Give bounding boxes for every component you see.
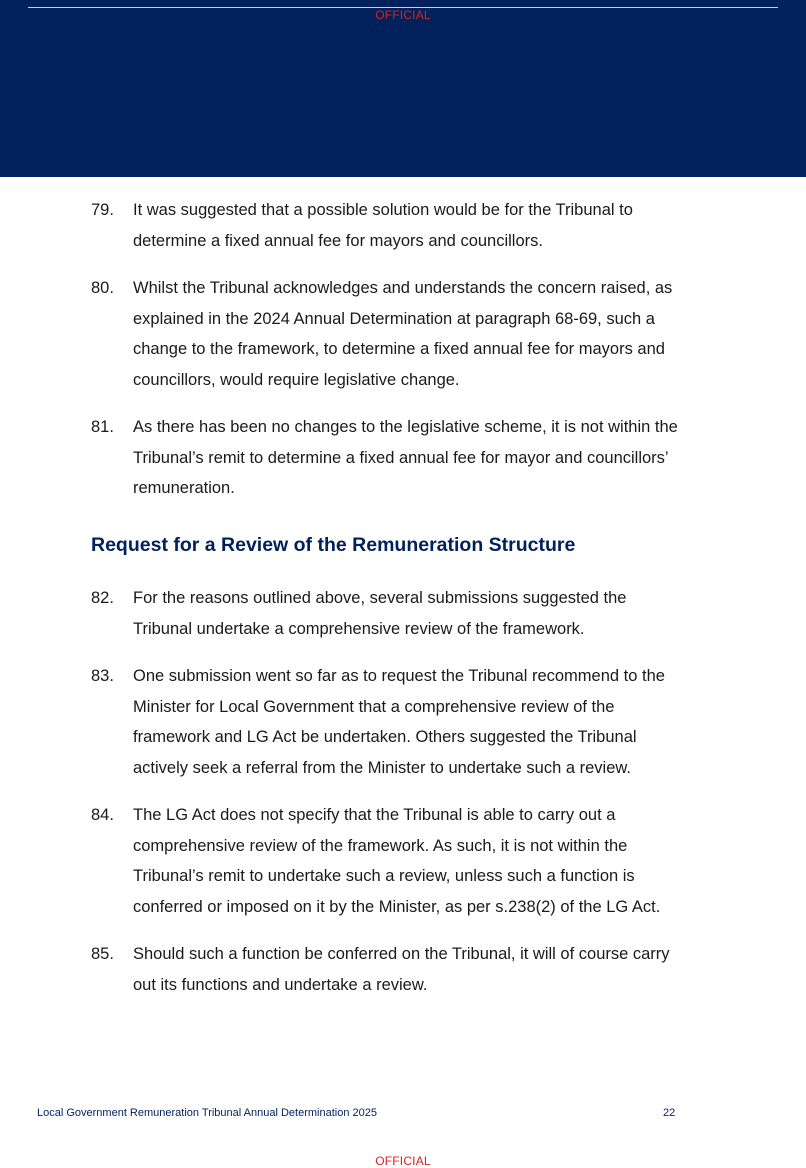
page-footer: [37, 1107, 677, 1119]
paragraph-line: One submission went so far as to request the Tribunal recommend to the: [133, 667, 665, 685]
paragraph-text: [133, 939, 731, 1000]
paragraph-number: 84.: [91, 806, 114, 824]
paragraph-line: remuneration.: [133, 479, 235, 498]
paragraph-line: framework and LG Act be undertaken. Others suggested the Tribunal: [133, 728, 637, 747]
paragraph-line: Tribunal undertake a comprehensive review of the framework.: [133, 619, 585, 638]
paragraph-80: [91, 273, 731, 395]
paragraph-number: 85.: [91, 945, 114, 963]
paragraph-line: explained in the 2024 Annual Determination at paragraph 68-69, such a: [133, 309, 655, 328]
paragraph-line: The LG Act does not specify that the Tribunal is able to carry out a: [133, 806, 616, 824]
paragraph-line: comprehensive review of the framework. As such, it is not within the: [133, 836, 628, 855]
paragraph-line: For the reasons outlined above, several submissions suggested the: [133, 589, 627, 607]
paragraph-text: [133, 195, 731, 256]
paragraph-83: [91, 661, 731, 783]
security-marking-bottom: OFFICIAL: [375, 1154, 431, 1168]
paragraph-line: As there has been no changes to the legislative scheme, it is not within the: [133, 418, 678, 436]
paragraph-text: [133, 273, 731, 395]
paragraph-line: Tribunal’s remit to determine a fixed annual fee for mayor and councillors’: [133, 448, 669, 467]
paragraph-line: Should such a function be conferred on the Tribunal, it will of course carry: [133, 945, 670, 963]
paragraph-number: 83.: [91, 667, 114, 685]
paragraph-79: [91, 195, 731, 256]
paragraph-number: 81.: [91, 418, 114, 436]
paragraph-81: [91, 412, 731, 504]
paragraph-number: 82.: [91, 589, 114, 607]
paragraph-84: [91, 800, 731, 922]
section-heading: Request for a Review of the Remuneration Structure: [91, 534, 576, 556]
paragraph-line: actively seek a referral from the Minister to undertake such a review.: [133, 758, 631, 777]
paragraph-number: 80.: [91, 279, 114, 297]
footer-title: Local Government Remuneration Tribunal Annual Determination 2025: [37, 1107, 377, 1119]
paragraph-line: Whilst the Tribunal acknowledges and understands the concern raised, as: [133, 279, 673, 297]
paragraph-line: out its functions and undertake a review.: [133, 975, 428, 994]
paragraph-line: It was suggested that a possible solution would be for the Tribunal to: [133, 201, 633, 219]
paragraph-text: [133, 583, 731, 644]
paragraph-text: [133, 800, 731, 922]
paragraph-85: [91, 939, 731, 1000]
security-marking-top: OFFICIAL: [375, 8, 431, 22]
paragraph-line: Tribunal’s remit to undertake such a review, unless such a function is: [133, 867, 635, 886]
paragraph-line: determine a fixed annual fee for mayors and councillors.: [133, 231, 543, 250]
paragraph-line: conferred or imposed on it by the Minister, as per s.238(2) of the LG Act.: [133, 897, 661, 916]
page-number: 22: [663, 1107, 676, 1119]
paragraph-line: councillors, would require legislative change.: [133, 370, 460, 389]
paragraph-line: change to the framework, to determine a fixed annual fee for mayors and: [133, 340, 665, 359]
paragraph-text: [133, 412, 731, 504]
paragraph-line: Minister for Local Government that a comprehensive review of the: [133, 697, 615, 716]
paragraph-82: [91, 583, 731, 644]
header-banner: [0, 0, 806, 177]
paragraph-number: 79.: [91, 201, 114, 219]
paragraph-text: [133, 661, 731, 783]
